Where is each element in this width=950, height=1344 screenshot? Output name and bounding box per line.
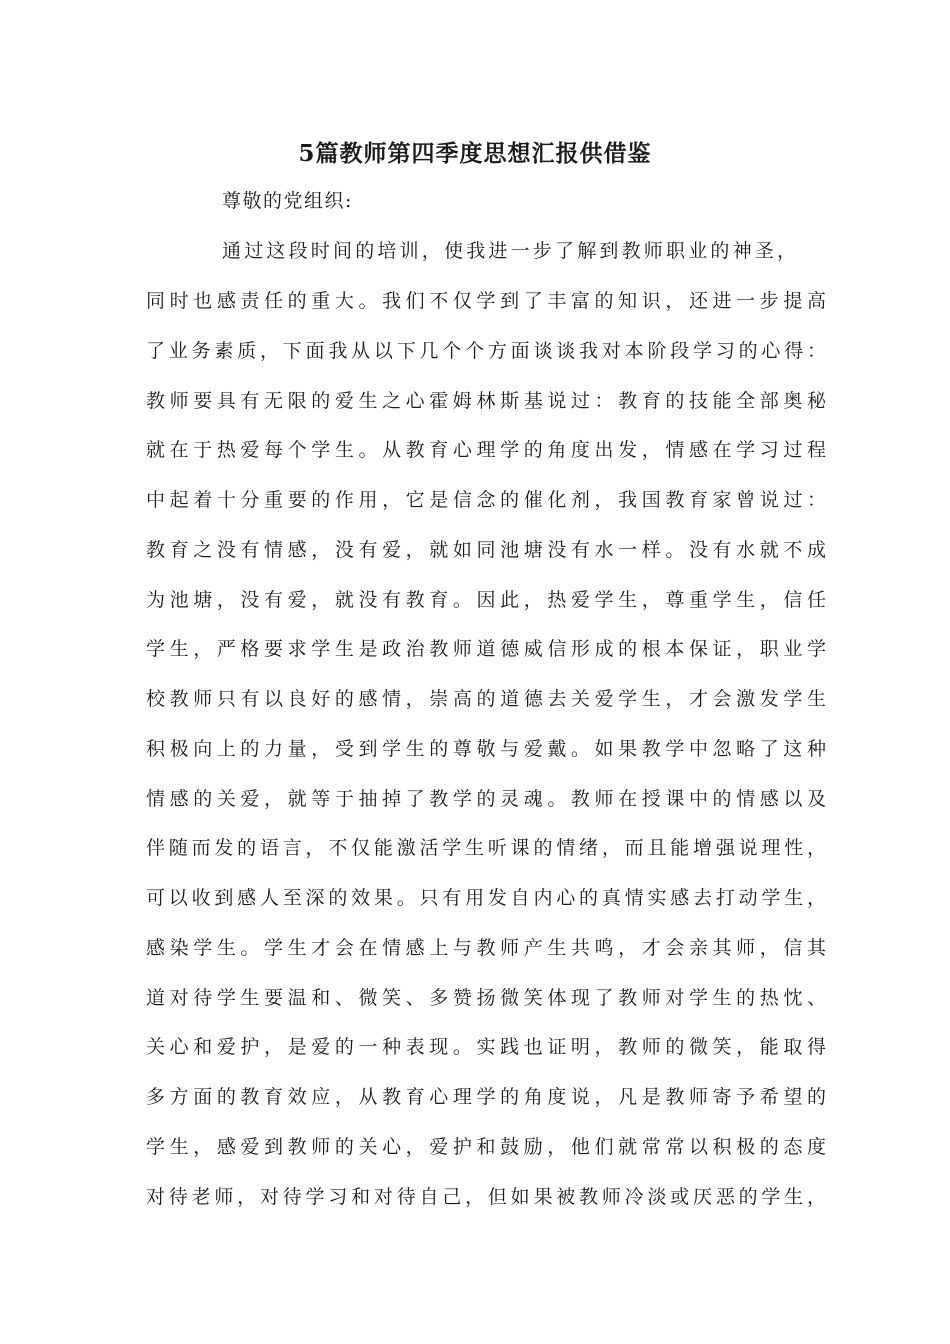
paragraph-line: 道对待学生要温和、微笑、多赞扬微笑体现了教师对学生的热忱、 bbox=[146, 987, 826, 1009]
paragraph-line: 多方面的教育效应，从教育心理学的角度说，凡是教师寄予希望的 bbox=[146, 1086, 826, 1108]
paragraph-line: 了业务素质，下面我从以下几个个方面谈谈我对本阶段学习的心得： bbox=[146, 340, 826, 362]
paragraph-line: 校教师只有以良好的感情，崇高的道德去关爱学生，才会激发学生 bbox=[146, 688, 826, 710]
paragraph-line: 教师要具有无限的爱生之心霍姆林斯基说过：教育的技能全部奥秘 bbox=[146, 390, 826, 412]
paragraph-line: 感染学生。学生才会在情感上与教师产生共鸣，才会亲其师，信其 bbox=[146, 937, 826, 959]
paragraph-line: 积极向上的力量，受到学生的尊敬与爱戴。如果教学中忽略了这种 bbox=[146, 738, 826, 760]
paragraph-line: 伴随而发的语言，不仅能激活学生听课的情绪，而且能增强说理性， bbox=[146, 837, 826, 859]
paragraph-line: 教育之没有情感，没有爱，就如同池塘没有水一样。没有水就不成 bbox=[146, 539, 826, 561]
paragraph-line: 学生，感爱到教师的关心，爱护和鼓励，他们就常常以积极的态度 bbox=[146, 1136, 826, 1158]
salutation: 尊敬的党组织: bbox=[222, 190, 353, 212]
paragraph-line: 关心和爱护，是爱的一种表现。实践也证明，教师的微笑，能取得 bbox=[146, 1036, 826, 1058]
paragraph-line: 可以收到感人至深的效果。只有用发自内心的真情实感去打动学生， bbox=[146, 887, 826, 909]
paragraph-line: 情感的关爱，就等于抽掉了教学的灵魂。教师在授课中的情感以及 bbox=[146, 788, 826, 810]
document-title: 5篇教师第四季度思想汇报供借鉴 bbox=[298, 140, 652, 167]
paragraph-line: 同时也感责任的重大。我们不仅学到了丰富的知识，还进一步提高 bbox=[146, 290, 826, 312]
paragraph-line: 为池塘，没有爱，就没有教育。因此，热爱学生，尊重学生，信任 bbox=[146, 589, 826, 611]
paragraph-line: 通过这段时间的培训，使我进一步了解到教师职业的神圣， bbox=[222, 240, 796, 262]
paragraph-line: 学生，严格要求学生是政治教师道德威信形成的根本保证，职业学 bbox=[146, 638, 826, 660]
paragraph-line: 中起着十分重要的作用，它是信念的催化剂，我国教育家曾说过： bbox=[146, 489, 826, 511]
paragraph-line: 就在于热爱每个学生。从教育心理学的角度出发，情感在学习过程 bbox=[146, 439, 826, 461]
paragraph-line: 对待老师，对待学习和对待自己，但如果被教师冷淡或厌恶的学生， bbox=[146, 1186, 826, 1208]
